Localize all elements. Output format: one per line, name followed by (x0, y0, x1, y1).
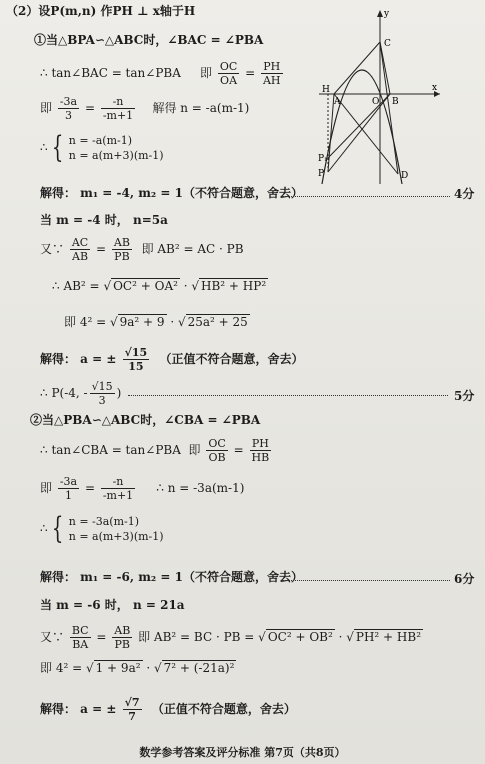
case1-score: 4分 (454, 187, 475, 201)
case1-ratio-line: 即 $\frac{-3a}{3}$ = $\frac{-n}{-m+1}$ 解得 n = -a(m-1) (40, 95, 250, 122)
case2-ph-hb-frac: $\frac{PH}{HB}$ (251, 437, 270, 464)
label-A: A (334, 97, 341, 107)
case2-sqrt1: OC² + OB² (267, 630, 333, 644)
case2-ab-sq-pre: 即 AB² = BC · PB = (138, 630, 255, 644)
case1-tan-line (40, 60, 285, 87)
y-axis-arrow (377, 10, 383, 17)
case2-dots (282, 580, 450, 581)
case1-because: 又∵ (40, 242, 65, 256)
case2-tan-equation: ∴ tan∠CBA = tan∠PBA (40, 443, 181, 457)
case1-dots2 (128, 395, 448, 396)
case1-expand-pre: ∴ AB² = (52, 279, 100, 293)
case2-roots: 解得： m₁ = -6, m₂ = 1（不符合题意，舍去） (40, 570, 303, 584)
case1-system: ∴ { n = -a(m-1) n = a(m+3)(m-1) (40, 130, 164, 165)
label-y: y (384, 9, 390, 19)
case1-ab-squared: 即 AB² = AC · PB (141, 242, 244, 256)
case2-sys-eq1: n = -3a(m-1) (68, 515, 140, 528)
case2-because: 又∵ (40, 630, 65, 644)
case1-dots (282, 196, 450, 197)
label-P1: P₁ (318, 154, 328, 164)
label-B: B (392, 97, 399, 107)
page-footer: 数学参考答案及评分标准 第7页（共8页） (139, 746, 346, 759)
case1-sys-eq1: n = -a(m-1) (68, 134, 133, 147)
case1-title: ①当△BPA∽△ABC时，∠BAC = ∠PBA (34, 33, 264, 47)
case2-ratio-line: 即 $\frac{-3a}{1}$ = $\frac{-n}{-m+1}$ ∴ n = -3a(m-1) (40, 475, 245, 502)
label-D: D (401, 171, 409, 181)
case1-a-line (40, 346, 304, 373)
case1-sqrt2: HB² + HP² (201, 279, 267, 293)
case2-oc-ob-frac: $\frac{OC}{OB}$ (208, 437, 226, 464)
case1-ph-ah-frac: $\frac{PH}{AH}$ (262, 60, 281, 87)
case1-a-frac: $\frac{√15}{15}$ (124, 346, 148, 373)
case1-a-pre: 解得： a = ± (40, 352, 117, 366)
case1-sqrt-b: 25a² + 25 (187, 315, 248, 329)
case2-sqrt-b: 7² + (-21a)² (163, 661, 235, 675)
case2-sqrt-a: 1 + 9a² (95, 661, 141, 675)
case1-p-frac: $\frac{√15}{3}$ (91, 380, 113, 407)
case1-ac-ab-frac: $\frac{AC}{AB}$ (71, 236, 89, 263)
case1-oc-oa-frac: $\frac{OC}{OA}$ (219, 60, 238, 87)
case1-number-line: 即 4² = √ 9a² + 9 · √ 25a² + 25 (64, 315, 248, 329)
case2-3a-frac: $\frac{-3a}{1}$ (59, 475, 78, 502)
case1-sys-eq2: n = a(m+3)(m-1) (68, 149, 164, 162)
case2-bc-ba-frac: $\frac{BC}{BA}$ (71, 624, 89, 651)
case2-sqrt2: PH² + HB² (355, 630, 422, 644)
case1-num-pre: 即 4² = (64, 315, 107, 329)
label-P: P (318, 169, 325, 179)
case2-when: 当 m = -6 时， n = 21a (40, 598, 185, 612)
case2-solve-n: ∴ n = -3a(m-1) (156, 481, 245, 495)
segment-AC (334, 42, 380, 94)
case1-sqrt1: OC² + OA² (113, 279, 178, 293)
parabola-figure (314, 6, 444, 186)
label-H: H (322, 85, 330, 95)
case1-eq: = (245, 66, 256, 80)
case1-expand-line: ∴ AB² = √ OC² + OA² · √ HB² + HP² (52, 279, 267, 293)
case2-system: ∴ { n = -3a(m-1) n = a(m+3)(m-1) (40, 511, 164, 546)
case1-3a-frac: $\frac{-3a}{3}$ (59, 95, 78, 122)
case1-solve-n: 解得 n = -a(m-1) (152, 101, 250, 115)
case2-ji: 即 (188, 443, 201, 457)
part-heading: （2）设P(m,n) 作PH ⊥ x轴于H (6, 4, 196, 18)
case1-score2: 5分 (454, 389, 475, 403)
case2-ab-pb-frac: $\frac{AB}{PB}$ (114, 624, 131, 651)
case2-title: ②当△PBA∽△ABC时，∠CBA = ∠PBA (30, 413, 261, 427)
case1-p-pre: ∴ P(-4, - (40, 386, 88, 400)
parabola (322, 70, 402, 184)
case2-a-frac: $\frac{√7}{7}$ (124, 696, 140, 723)
case2-ratio-pre: 即 (40, 481, 53, 495)
case1-when: 当 m = -4 时， n=5a (40, 213, 168, 227)
label-O: O (372, 97, 380, 107)
label-x: x (432, 83, 438, 93)
case2-num-pre: 即 4² = (40, 661, 83, 675)
case2-a-note: （正值不符合题意，舍去） (151, 702, 296, 716)
case1-ab-pb-frac: $\frac{AB}{PB}$ (113, 236, 130, 263)
case1-n-frac: $\frac{-n}{-m+1}$ (102, 95, 134, 122)
case1-sqrt-a: 9a² + 9 (119, 315, 165, 329)
case2-because-line: 又∵ $\frac{BC}{BA}$ = $\frac{AB}{PB}$ 即 AB² = BC · PB = √ OC² + OB² · √ PH² + HB² (40, 624, 422, 651)
case1-roots: 解得： m₁ = -4, m₂ = 1（不符合题意，舍去） (40, 186, 303, 200)
case2-tan-line: ∴ tan∠CBA = tan∠PBA 即 $\frac{OC}{OB}$ = $\frac{PH}{HB}$ (40, 437, 270, 464)
case2-a-line (40, 696, 296, 723)
label-C: C (384, 39, 391, 49)
case2-score: 6分 (454, 572, 475, 586)
case1-p-post: ) (116, 386, 122, 400)
case1-tan-equation: ∴ tan∠BAC = tan∠PBA (40, 66, 181, 80)
case2-number-line: 即 4² = √ 1 + 9a² · √ 7² + (-21a)² (40, 661, 235, 675)
case1-p-line (40, 380, 121, 407)
case1-ratio-pre: 即 (40, 101, 53, 115)
case2-sys-eq2: n = a(m+3)(m-1) (68, 530, 164, 543)
case1-because-line: 又∵ $\frac{AC}{AB}$ = $\frac{AB}{PB}$ 即 AB² = AC · PB (40, 236, 244, 263)
case2-a-pre: 解得： a = ± (40, 702, 117, 716)
case1-ji: 即 (199, 66, 212, 80)
case1-a-note: （正值不符合题意，舍去） (159, 352, 304, 366)
case2-n-frac: $\frac{-n}{-m+1}$ (102, 475, 134, 502)
